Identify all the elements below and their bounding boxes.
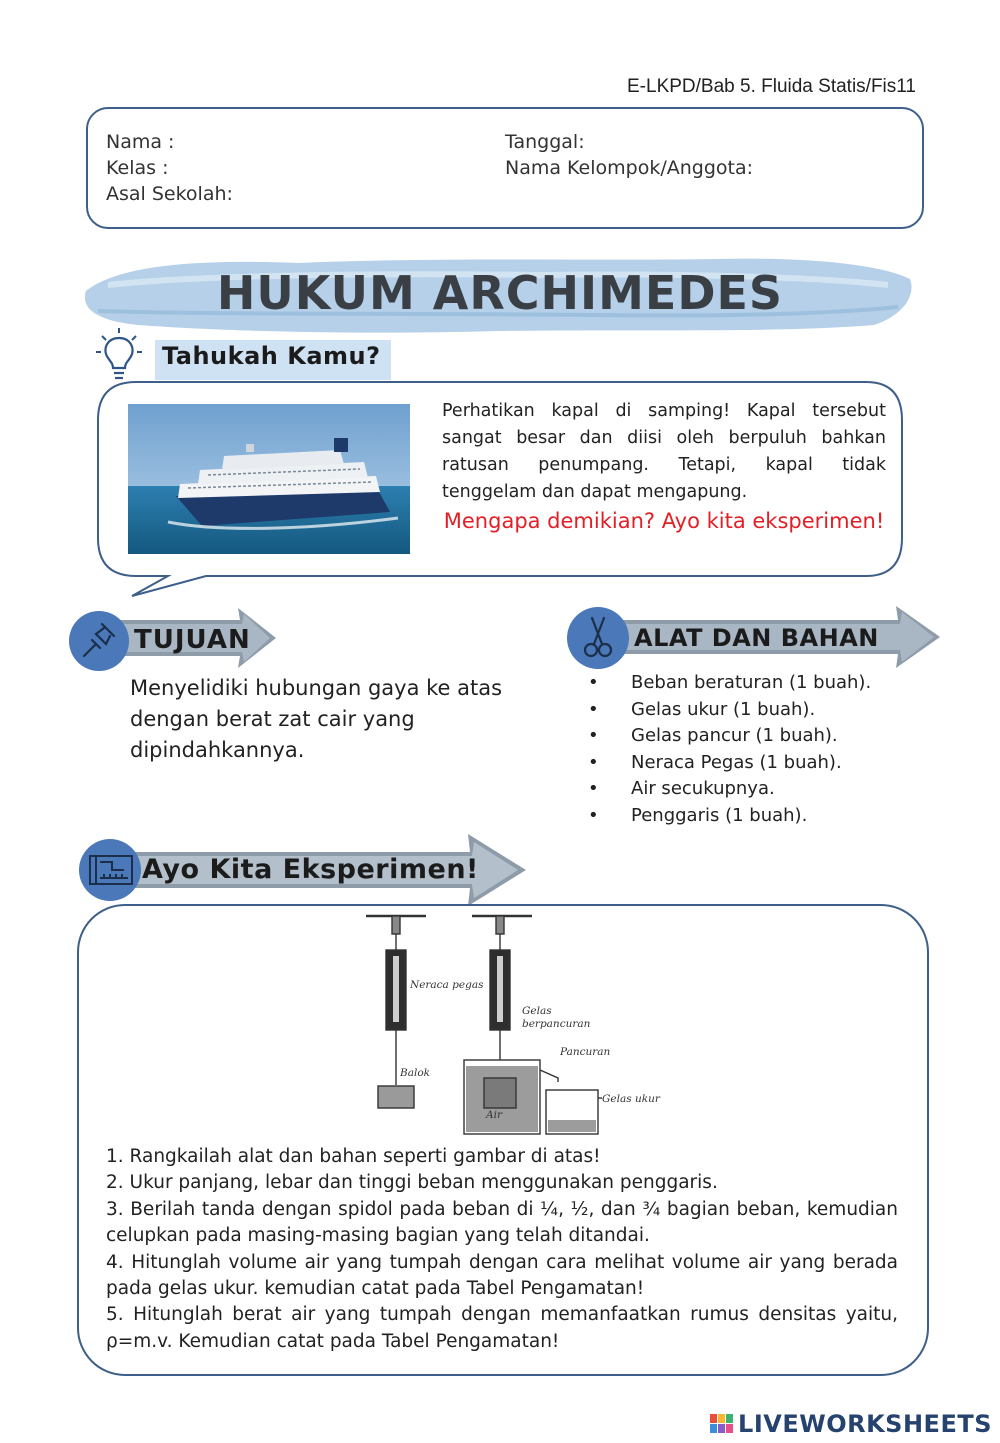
scissors-icon: [566, 606, 630, 670]
goal-heading: TUJUAN: [134, 625, 251, 655]
document-code: E-LKPD/Bab 5. Fluida Statis/Fis11: [627, 76, 916, 97]
label-spout: Pancuran: [560, 1046, 611, 1058]
tools-list-item: • Gelas ukur (1 buah).: [588, 697, 871, 724]
tools-list-item: • Beban beraturan (1 buah).: [588, 670, 871, 697]
name-label: Nama :: [106, 131, 175, 153]
step-item: 5. Hitunglah berat air yang tumpah dengan memanfaatkan rumus densitas yaitu, ρ=m.v. Kemudian catat pada Tabel Pengamatan!: [106, 1304, 898, 1352]
page-title: HUKUM ARCHIMEDES: [216, 266, 784, 320]
experiment-steps: [106, 1144, 898, 1355]
step-item: 3. Berilah tanda dengan spidol pada beban di ¼, ½, dan ¾ bagian beban, kemudian celupkan pada masing-masing bagian yang telah ditandai.: [106, 1198, 898, 1247]
brand-logo-icon: [710, 1412, 734, 1432]
lightbulb-icon: [94, 326, 144, 384]
label-water: Air: [486, 1109, 502, 1121]
class-label: Kelas :: [106, 157, 169, 179]
did-you-know-paragraph: Perhatikan kapal di samping! Kapal tersebut sangat besar dan diisi oleh berpuluh bahkan ratusan penumpang. Tetapi, kapal tidak tenggelam dan dapat mengapung.: [442, 401, 886, 502]
pushpin-icon: [68, 610, 130, 672]
tools-list-item: • Air secukupnya.: [588, 776, 871, 803]
label-spring-scale: Neraca pegas: [410, 979, 484, 991]
brand-footer[interactable]: [710, 1410, 992, 1438]
tools-list-item: • Penggaris (1 buah).: [588, 803, 871, 830]
did-you-know-question: Mengapa demikian? Ayo kita eksperimen!: [443, 509, 885, 533]
label-measuring-glass: Gelas ukur: [602, 1093, 660, 1105]
experiment-heading: Ayo Kita Eksperimen!: [142, 854, 479, 885]
goal-text: Menyelidiki hubungan gaya ke atas dengan berat zat cair yang dipindahkannya.: [130, 676, 503, 762]
date-label: Tanggal:: [505, 131, 585, 153]
tools-list-item: • Gelas pancur (1 buah).: [588, 723, 871, 750]
label-overflow-glass-text: Gelas: [522, 1005, 552, 1017]
brand-name: LIVEWORKSHEETS: [738, 1410, 992, 1438]
label-overflow-glass: [522, 1005, 591, 1030]
blueprint-icon: [78, 838, 142, 902]
tools-heading: ALAT DAN BAHAN: [634, 624, 879, 652]
experiment-figure: [362, 910, 662, 1140]
school-label: Asal Sekolah:: [106, 183, 233, 205]
tools-list-item: • Neraca Pegas (1 buah).: [588, 750, 871, 777]
cruise-ship-image: [128, 404, 410, 554]
did-you-know-heading: Tahukah Kamu?: [162, 342, 381, 370]
label-overflow-glass-text-line2: berpancuran: [522, 1018, 591, 1030]
step-item: 2. Ukur panjang, lebar dan tinggi beban menggunakan penggaris.: [106, 1172, 718, 1194]
tools-list: [588, 670, 871, 830]
step-item: 4. Hitunglah volume air yang tumpah dengan cara melihat volume air yang berada pada gelas ukur. kemudian catat pada Tabel Pengamatan!: [106, 1251, 898, 1300]
group-label: Nama Kelompok/Anggota:: [505, 157, 754, 179]
step-item: 1. Rangkailah alat dan bahan seperti gambar di atas!: [106, 1146, 601, 1167]
label-block: Balok: [400, 1067, 431, 1079]
